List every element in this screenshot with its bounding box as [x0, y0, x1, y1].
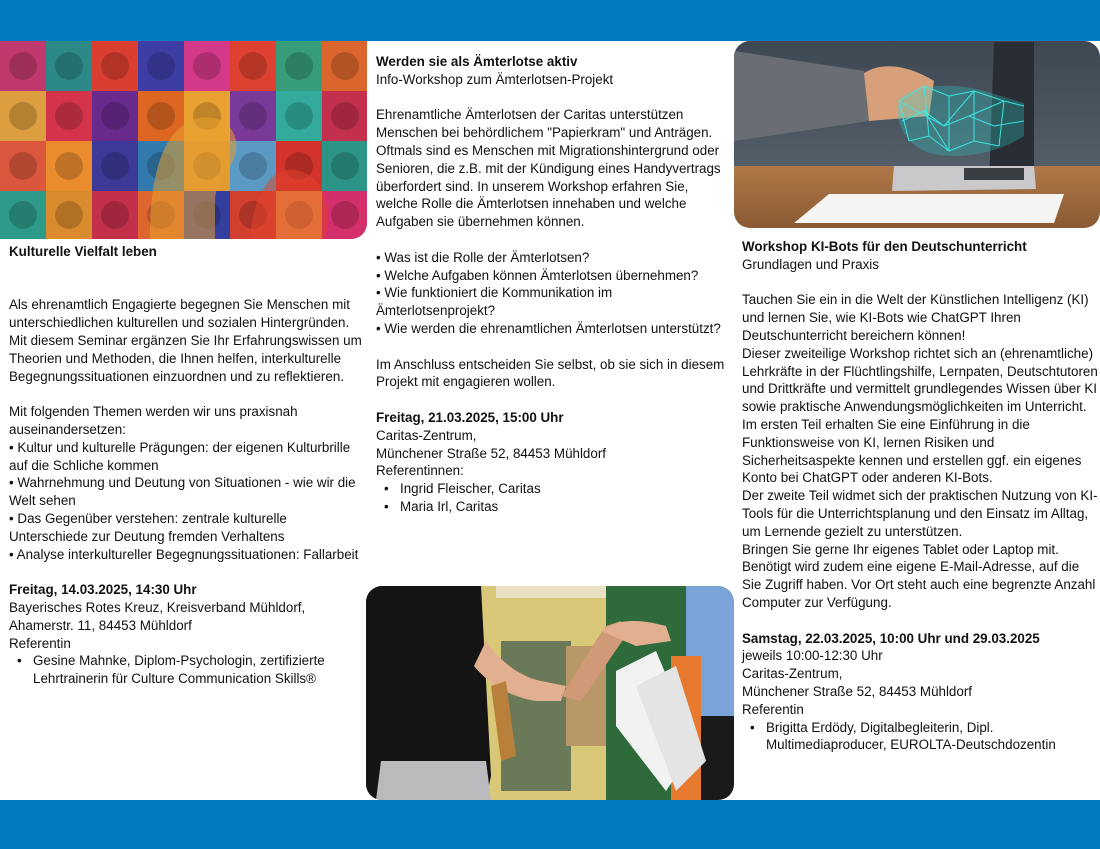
speaker-label: Referentin [742, 701, 804, 717]
topic-item: • Analyse interkultureller Begegnungssituationen: Fallarbeit [9, 546, 359, 562]
workshop-ki-bots [742, 238, 1098, 754]
question-item: • Was ist die Rolle der Ämterlotsen? [376, 249, 590, 265]
event-location-line2: Münchener Straße 52, 84453 Mühldorf [376, 445, 607, 461]
topic-item: • Kultur und kulturelle Prägungen: der eigenen Kulturbrille auf die Schliche kommen [9, 439, 351, 473]
speaker-item: • Maria Irl, Caritas [400, 498, 732, 516]
event-time: jeweils 10:00-12:30 Uhr [742, 648, 883, 664]
event-location-line2: Münchener Straße 52, 84453 Mühldorf [742, 683, 973, 699]
speaker-item: • Gesine Mahnke, Diplom-Psychologin, zertifizierte Lehrtrainerin für Culture Communication Skills® [33, 652, 365, 688]
workshop-title: Werden sie als Ämterlotse aktiv [376, 54, 578, 69]
event-location-line1: Caritas-Zentrum, [742, 666, 843, 682]
topic-item: • Das Gegenüber verstehen: zentrale kulturelle Unterschiede zur Deutung fremden Verhaltens [9, 510, 287, 544]
workshop-intro: Als ehrenamtlich Engagierte begegnen Sie Menschen mit unterschiedlichen kulturellen und sozialen Hintergründen. Mit diesem Seminar ergänzen Sie Ihr Erfahrungswissen um Theorien und Methoden, die Ihnen helfen, interkulturelle Begegnungssituationen einzuordnen und zu reflektieren. [9, 297, 362, 384]
event-location-line1: Caritas-Zentrum, [376, 427, 477, 443]
topic-item: • Wahrnehmung und Deutung von Situationen - wie wir die Welt sehen [9, 475, 356, 509]
speaker-label: Referentinnen: [376, 463, 464, 479]
event-location-line1: Bayerisches Rotes Kreuz, Kreisverband Mühldorf, [9, 599, 306, 615]
workshop-paragraph: Bringen Sie gerne Ihr eigenes Tablet oder Laptop mit. Benötigt wird zudem eine eigene E-Mail-Adresse, auf die Sie Zugriff haben. Vor Ort steht auch eine begrenzte Anzahl Computer zur Verfügung. [742, 541, 1096, 610]
event-date: Samstag, 22.03.2025, 10:00 Uhr und 29.03.2025 [742, 630, 1040, 646]
handshake-image [366, 586, 734, 800]
question-item: • Wie werden die ehrenamtlichen Ämterlotsen unterstützt? [376, 320, 721, 336]
workshop-title: Workshop KI-Bots für den Deutschunterricht [742, 239, 1027, 254]
diverse-faces-image [0, 41, 367, 239]
speaker-list [9, 652, 365, 688]
speaker-label: Referentin [9, 635, 71, 651]
workshop-paragraph: Im ersten Teil erhalten Sie eine Einführung in die Funktionsweise von KI, lernen Risiken und Sicherheitsaspekte kennen und erstellen ggf. ein eigenes Konto bei ChatGPT oder anderen KI-Bots. [742, 416, 1082, 486]
workshop-intro: Ehrenamtliche Ämterlotsen der Caritas unterstützen Menschen bei behördlichem "Papierkram" und Anträgen. Oftmals sind es Menschen mit Migrationshintergrund oder Senioren, die z.B. mit der Kündigung eines Handyvertrags überfordert sind. In unserem Workshop erfahren Sie, welche Rolle die Ämterlotsen innehaben und welche Aufgaben sie übernehmen können. [376, 107, 721, 230]
topics-intro: Mit folgenden Themen werden wir uns praxisnah auseinandersetzen: [9, 404, 298, 437]
header-band [0, 0, 1100, 41]
workshop-title: Kulturelle Vielfalt leben [9, 244, 157, 259]
event-location-line2: Ahamerstr. 11, 84453 Mühldorf [9, 617, 192, 633]
ai-handshake-image [734, 41, 1100, 228]
speaker-item: • Ingrid Fleischer, Caritas [400, 480, 732, 498]
workshop-cultural-diversity [9, 243, 365, 688]
workshop-paragraph: Tauchen Sie ein in die Welt der Künstlichen Intelligenz (KI) und lernen Sie, wie KI-Bots wie ChatGPT Ihren Deutschunterricht bereichern können! [742, 292, 1089, 343]
workshop-aemterlotsen [376, 53, 732, 516]
workshop-paragraph: Dieser zweiteilige Workshop richtet sich an (ehrenamtliche) Lehrkräfte in der Flüchtlingshilfe, Lernpaten, Deutschtutoren und Drittkräfte und vermittelt grundlegendes Wissen über KI sowie praktische Anwendungsmöglichkeiten im Unterricht. [742, 345, 1098, 415]
question-item: • Welche Aufgaben können Ämterlotsen übernehmen? [376, 267, 699, 283]
footer-band [0, 800, 1100, 849]
speaker-list [742, 719, 1098, 755]
event-date: Freitag, 21.03.2025, 15:00 Uhr [376, 409, 564, 425]
workshop-paragraph: Der zweite Teil widmet sich der praktischen Nutzung von KI-Tools für die Unterrichtsplanung und den Einsatz im Alltag, um Lernende gezielt zu unterstützen. [742, 488, 1098, 539]
question-item: • Wie funktioniert die Kommunikation im Ämterlotsenprojekt? [376, 285, 613, 319]
speaker-item: • Brigitta Erdödy, Digitalbegleiterin, Dipl. Multimediaproducer, EUROLTA-Deutschdozentin [766, 719, 1098, 755]
workshop-outro: Im Anschluss entscheiden Sie selbst, ob sie sich in diesem Projekt mit engagieren wollen. [376, 356, 725, 390]
workshop-subtitle: Grundlagen und Praxis [742, 256, 879, 272]
speaker-list [376, 480, 732, 516]
workshop-subtitle: Info-Workshop zum Ämterlotsen-Projekt [376, 71, 614, 87]
event-date: Freitag, 14.03.2025, 14:30 Uhr [9, 582, 197, 598]
